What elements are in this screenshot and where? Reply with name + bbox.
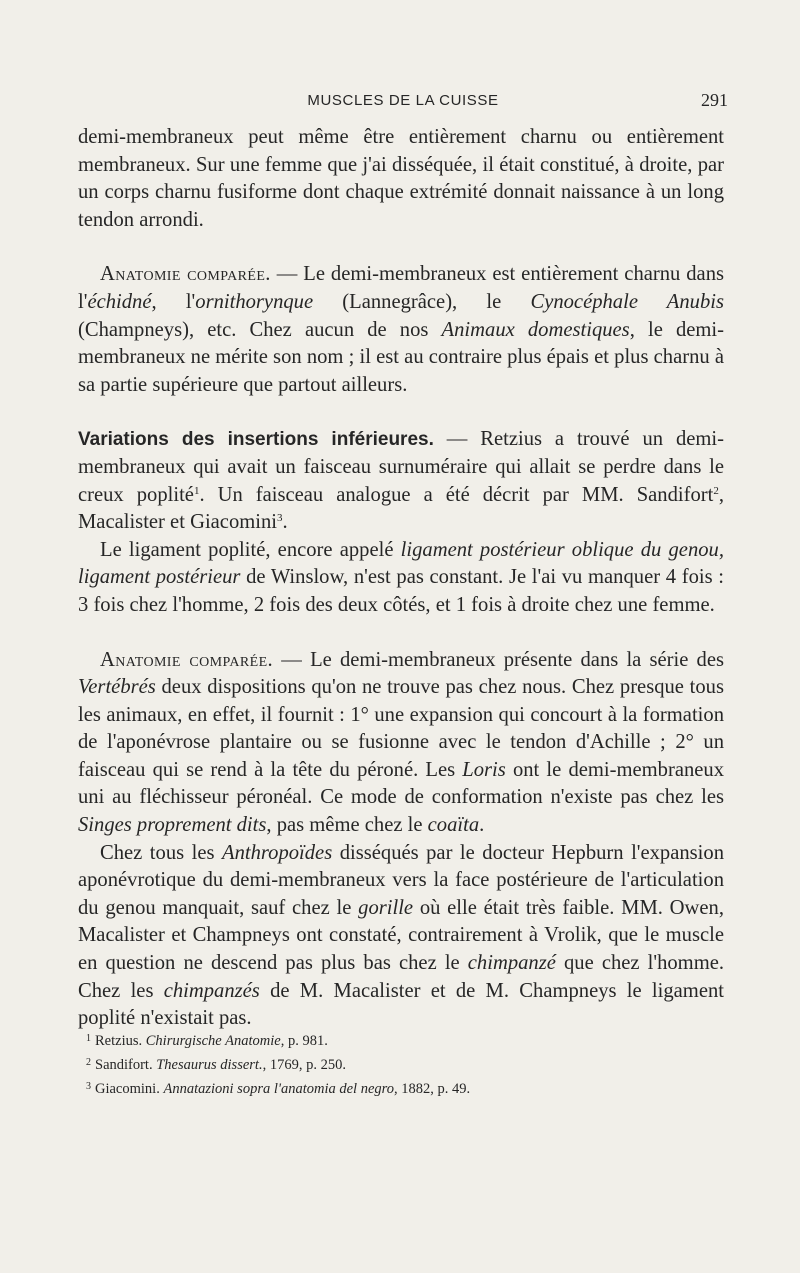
section-label: Anatomie comparée. bbox=[100, 263, 271, 286]
footnote-2: $^2$ Sandifort. Thesaurus dissert., 1769, p. 250. bbox=[86, 1057, 346, 1073]
footnote-ref-3: 3 bbox=[277, 512, 283, 525]
footnote-ref-2: 2 bbox=[713, 484, 719, 497]
paragraph-ligament: Le ligament poplité, encore appelé ligament postérieur oblique du genou, ligament postérieur de Winslow, n'est pas constant. Je l'ai vu manquer 4 fois : 3 fois chez l'homme, 2 fois des deux côtés, et 1 fois à droite chez une femme. bbox=[78, 538, 725, 616]
footnote-1: $^1$ Retzius. Chirurgische Anatomie, p. 981. bbox=[86, 1033, 328, 1049]
paragraph-variations: Variations des insertions inférieures. — Retzius a trouvé un demi-membraneux qui avait un faisceau surnuméraire qui allait se perdre dans le creux poplité$^1$. Un faisceau analogue a été décrit par MM. Sandifort$^2$, Macalister et Giacomini$^3$. bbox=[78, 428, 725, 534]
paragraph-1: demi-membraneux peut même être entièrement charnu ou entièrement membraneux. Sur une femme que j'ai disséquée, il était constitué, à droite, par un corps charnu fusiforme dont chaque extrémité donnait naissance à un long tendon arrondi. bbox=[78, 126, 724, 231]
body-text bbox=[78, 124, 724, 1033]
paragraph-anthropoids: Chez tous les Anthropoïdes disséqués par le docteur Hepburn l'expansion aponévrotique du demi-membraneux vers la face postérieure de l'articulation du genou manquait, sauf chez le gorille où elle était très faible. MM. Owen, Macalister et Champneys ont constaté, contrairement à Vrolik, que le muscle en question ne descend pas plus bas chez le chimpanzé que chez l'homme. Chez les chimpanzés de M. Macalister et de M. Champneys le ligament poplité n'existait pas. bbox=[78, 841, 725, 1030]
footnote-3: $^3$ Giacomini. Annatazioni sopra l'anatomia del negro, 1882, p. 49. bbox=[86, 1081, 471, 1097]
section-label: Anatomie comparée. bbox=[100, 648, 274, 671]
paragraph-comparative-anatomy-2: Anatomie comparée. — Le demi-membraneux présente dans la série des Vertébrés deux dispositions qu'on ne trouve pas chez nous. Chez presque tous les animaux, en effet, il fournit : 1° une expansion qui concourt à la formation de l'aponévrose plantaire ou se fusionne avec le tendon d'Achille ; 2° un faisceau qui se rend à la tête du péroné. Les Loris ont le demi-membraneux uni au fléchisseur péronéal. Ce mode de conformation n'existe pas chez les Singes proprement dits, pas même chez le coaïta. bbox=[78, 648, 725, 837]
footnote-ref-1: 1 bbox=[193, 484, 200, 497]
running-header bbox=[78, 90, 728, 112]
section-heading: Variations des insertions inférieures. bbox=[78, 429, 434, 451]
paragraph-comparative-anatomy-1: Anatomie comparée. — Le demi-membraneux est entièrement charnu dans l'échidné, l'ornithorynque (Lannegrâce), le Cynocéphale Anubis (Champneys), etc. Chez aucun de nos Animaux domestiques, le demi-membraneux ne mérite son nom ; il est au contraire plus épais et plus charnu à sa partie supérieure que partout ailleurs. bbox=[78, 263, 725, 396]
page-number: 291 bbox=[701, 90, 728, 110]
running-title: MUSCLES DE LA CUISSE bbox=[307, 92, 499, 109]
footnotes bbox=[86, 1028, 726, 1100]
